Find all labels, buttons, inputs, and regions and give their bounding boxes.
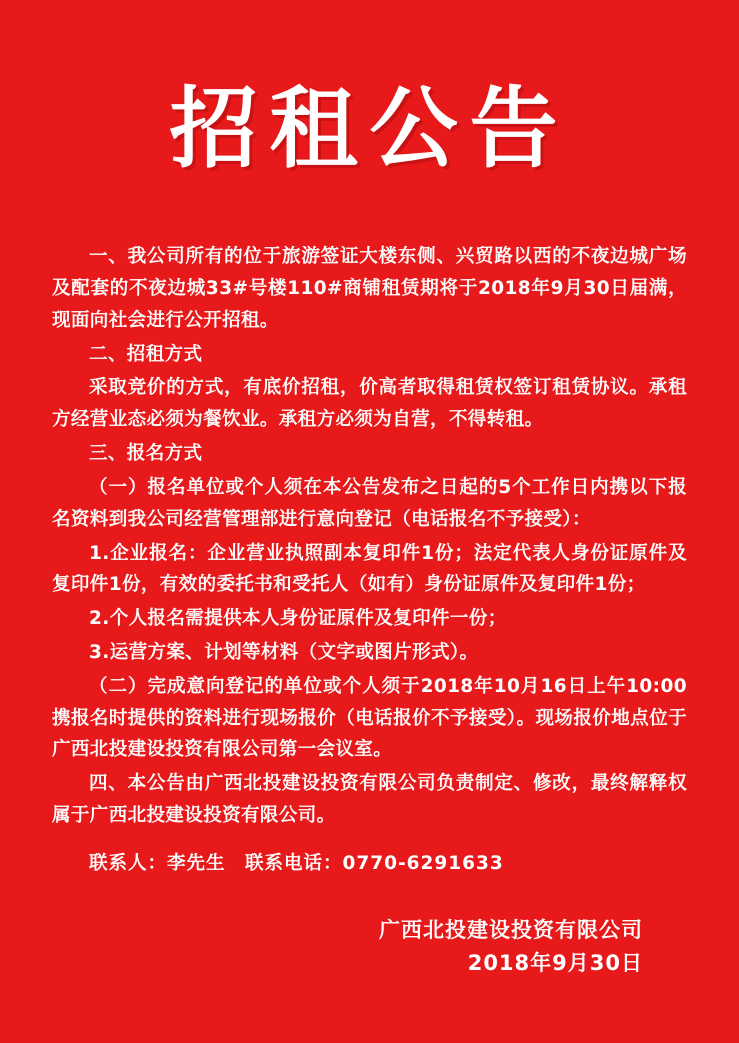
- signature-block: [52, 914, 687, 981]
- paragraph-5: （一）报名单位或个人须在本公告发布之日起的5个工作日内携以下报名资料到我公司经营管理部进行意向登记（电话报名不予接受）：: [52, 476, 687, 530]
- paragraph-10: 四、本公告由广西北投建设投资有限公司负责制定、修改，最终解释权属于广西北投建设投资有限公司。: [52, 773, 687, 826]
- paragraph-9: （二）完成意向登记的单位或个人须于2018年10月16日上午10:00携报名时提供的资料进行现场报价（电话报价不予接受）。现场报价地点位于广西北投建设投资有限公司第一会议室。: [52, 675, 687, 761]
- announcement-body: [52, 241, 687, 879]
- signature-date: 2018年9月30日: [467, 951, 643, 976]
- paragraph-2: 二、招租方式: [89, 343, 203, 365]
- paragraph-8: 3.运营方案、计划等材料（文字或图片形式）。: [89, 641, 479, 663]
- paragraph-4: 三、报名方式: [89, 443, 203, 465]
- paragraph-3: 采取竞价的方式，有底价招租，价高者取得租赁权签订租赁协议。承租方经营业态必须为餐饮业。承租方必须为自营，不得转租。: [52, 377, 687, 431]
- contact-line: 联系人：李先生 联系电话：0770-6291633: [89, 852, 504, 874]
- paragraph-6: 1.企业报名：企业营业执照副本复印件1份；法定代表人身份证原件及复印件1份，有效的委托书和受托人（如有）身份证原件及复印件1份；: [52, 542, 687, 596]
- paragraph-7: 2.个人报名需提供本人身份证原件及复印件一份；: [89, 608, 507, 630]
- signature-company: 广西北投建设投资有限公司: [379, 917, 643, 942]
- page-title: 招租公告: [169, 76, 570, 180]
- paragraph-1: 一、我公司所有的位于旅游签证大楼东侧、兴贸路以西的不夜边城广场及配套的不夜边城33#号楼110#商铺租赁期将于2018年9月30日届满，现面向社会进行公开招租。: [52, 246, 687, 331]
